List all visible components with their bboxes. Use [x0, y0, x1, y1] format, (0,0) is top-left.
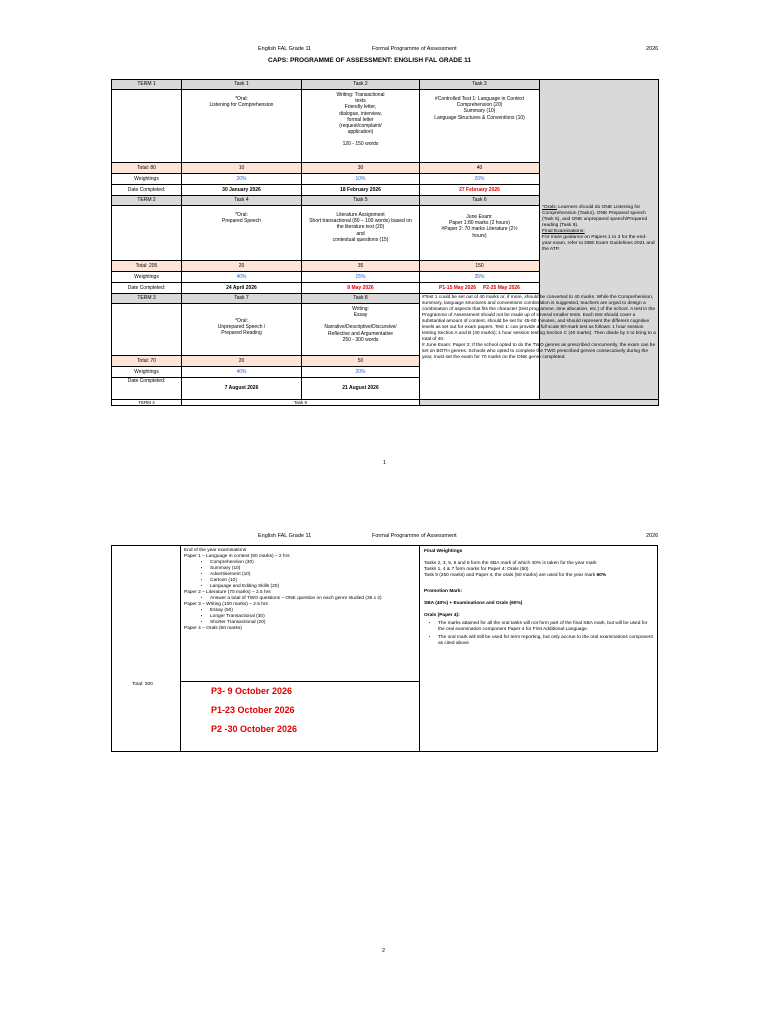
term1-weight-label: Weightings: [112, 174, 182, 185]
task9-head: Task 9: [182, 400, 420, 406]
assessment-table: [111, 79, 659, 406]
task8-head: Task 8: [302, 294, 420, 304]
task5-total: 35: [302, 261, 420, 272]
task1-head: Task 1: [182, 80, 302, 90]
paper4-title: Paper 4 – Orals (50 marks): [184, 626, 242, 631]
page2-total-label: Total: 300: [132, 682, 153, 687]
task6-head: Task 6: [420, 196, 540, 206]
weightings-line2: Tasks 1, 4 & 7 form marks for Paper 4: Orals (50): [424, 567, 529, 572]
final-exams-body: For more guidance on Papers 1 to 3 for the end-year exam, refer to DBE Exam Guidelines 2021 and the ATP.: [542, 235, 655, 252]
task4-total: 20: [182, 261, 302, 272]
weightings-head: Final Weightings: [424, 549, 463, 554]
promotion-value: SBA (40%) + Examinations and Orals (60%): [424, 601, 523, 606]
term4-label: TERM 4: [112, 400, 182, 406]
task5-date: 8 May 2026: [302, 283, 420, 294]
task6-weight: 35%: [420, 272, 540, 283]
task6-total: 150: [420, 261, 540, 272]
paper3-list: • Essay (50) • Longer Transactional (30) • Shorter Transactional (20): [184, 608, 416, 626]
orals-head: Orals (Paper 4):: [424, 613, 460, 618]
exams-title: End of the year examinations: [184, 548, 247, 553]
page1-header-center: Formal Programme of Assessment: [372, 46, 457, 52]
task4-date: 24 April 2026: [182, 283, 302, 294]
task8-total: 50: [302, 356, 420, 367]
paper3-title: Paper 3 – Writing (100 marks) – 2.5 hrs: [184, 602, 268, 607]
task7-weight: 40%: [182, 367, 302, 378]
orals-note: [542, 205, 656, 253]
term2-total-label: Total: 205: [112, 261, 182, 272]
orals-note-body: Learners should do ONE Listening for Comprehension (Task1), ONE Prepared speech (Task 5), and ONE unprepared speech/Prepared reading (Task 9).: [542, 205, 648, 228]
term2-date-label: Date Completed:: [112, 283, 182, 294]
june-note: # June Exam: Paper 2: If the school opted to do the TWO genres as prescribed concurrently, the exam can be set on BOTH genres. Schools who opted to complete the TWO prescribed genres consecutively during the year, must set the exam for 70 marks on the ONE genre completed.: [422, 343, 656, 360]
task2-weight: 10%: [302, 174, 420, 185]
task6-date: P1-15 May 2026 P2-25 May 2026: [420, 283, 540, 294]
task7-desc: *Oral: Unprepared Speech / Prepared Reading: [182, 304, 302, 356]
task7-date: 7 August 2026: [182, 378, 302, 400]
page1-number: 1: [383, 460, 387, 466]
exam-date-p2: P2 -30 October 2026: [211, 724, 298, 734]
page2-header-center: Formal Programme of Assessment: [372, 533, 457, 539]
task8-weight: 20%: [302, 367, 420, 378]
paper2-list: • Answer a total of TWO questions – ONE question on each genre studied (35 x 2): [184, 596, 416, 602]
test-note: #Test 1 could be set out of 40 marks or, if more, should be converted to 40 marks. While the Comprehension, summary, language structures and conventions combination is suggested, teachers are urged to design a combination of aspects that fits the character (test programme, time allocation, etc.) of the school. A test in the Programme of Assessment should not be made up of several smaller tests. Each test should cover a substantial amount of content, should be set for 45-60 minutes, and should represent the different cognitive levels as set out for exam papers. Test 1: can provide a full scale 80-mark test as follows: 1 hour session testing Section A and B (40 marks); 1 hour session testing Section C (40 marks). Then divide by 2 to bring to a total of 40.: [422, 295, 656, 342]
task4-head: Task 4: [182, 196, 302, 206]
task1-total: 10: [182, 163, 302, 174]
orals-list: • The marks attained for all the oral tasks will not form part of the final SBA mark, but will be used for the oral examination component Paper 4 for First Additional Language. • The oral mark will still be used for term reporting, but only accrue to the oral examinations component as cited above: [424, 621, 653, 647]
paper1-title: Paper 1 – Language in context (80 marks) – 2 hrs: [184, 554, 290, 559]
task5-head: Task 5: [302, 196, 420, 206]
page1-title: CAPS: PROGRAMME OF ASSESSMENT: ENGLISH FAL GRADE 11: [268, 57, 471, 64]
exam-date-p1: P1-23 October 2026: [211, 705, 295, 715]
task2-desc: Writing: Transactional texts Friendly letter, dialogue, interview, formal letter (request/complaint/ application) 120 - 150 words: [302, 90, 420, 163]
weightings-cell: [419, 545, 658, 752]
promotion-head: Promotion Mark:: [424, 589, 463, 594]
page2-number: 2: [382, 948, 386, 954]
task5-weight: 15%: [302, 272, 420, 283]
term3-date-label: Date Completed:: [112, 378, 182, 400]
page2-label-cell: [111, 545, 181, 752]
term1-date-label: Date Completed:: [112, 185, 182, 196]
task5-desc: Literature Assignment Short transactional (80 – 100 words) based on the literature text (20) and contextual questions (15): [302, 206, 420, 261]
task3-total: 40: [420, 163, 540, 174]
page2-header-left: English FAL Grade 11: [258, 533, 312, 539]
task2-total: 30: [302, 163, 420, 174]
paper2-title: Paper 2 – Literature (70 marks) – 2.5 hrs: [184, 590, 271, 595]
final-exams-head: Final Examinations:: [542, 229, 585, 234]
page1-header-left: English FAL Grade 11: [258, 46, 312, 52]
task3-weight: 20%: [420, 174, 540, 185]
term3-total-label: Total: 70: [112, 356, 182, 367]
task1-desc: *Oral: Listening for Comprehension: [182, 90, 302, 163]
task8-date: 21 August 2026: [302, 378, 420, 400]
term1-label: TERM 1: [112, 80, 182, 90]
task6-desc: June Exam: Paper 1:80 marks (2 hours) #Paper 2: 70 marks Literature (2½ hours): [420, 206, 540, 261]
term1-total-label: Total: 80: [112, 163, 182, 174]
task3-date: 27 February 2026: [420, 185, 540, 196]
notes-cell: [420, 294, 659, 400]
weightings-line1: Tasks 2, 3, 5, 6 and 8 form the SBA mark of which 40% is taken for the year mark: [424, 561, 597, 566]
task2-head: Task 2: [302, 80, 420, 90]
task4-desc: *Oral: Prepared Speech: [182, 206, 302, 261]
term2-weight-label: Weightings: [112, 272, 182, 283]
task3-desc: #Controlled Test 1: Language in Context Comprehension (20) Summary (10) Language Structures & Conventions (10): [420, 90, 540, 163]
page1-header-right: 2026: [646, 46, 659, 52]
weightings-line3: Task 9 (250 marks) and Paper 4, the orals (50 marks) are used for the year mark 60%: [424, 573, 607, 578]
task8-desc: Writing: Essay Narrative/Descriptive/Discursive/ Reflective and Argumentative 250 - 300 words: [302, 304, 420, 356]
term3-weight-label: Weightings: [112, 367, 182, 378]
task2-date: 18 February 2026: [302, 185, 420, 196]
page2-header-right: 2026: [646, 533, 659, 539]
exams-cell: [180, 545, 420, 682]
term2-label: TERM 2: [112, 196, 182, 206]
task3-head: Task 3: [420, 80, 540, 90]
paper1-list: • Comprehension (30) • Summary (10) • Advertisement (10) • Cartoon (10) • Language and Editing Skills (20): [184, 560, 416, 590]
orals-note-head: *Orals:: [542, 205, 557, 210]
task1-weight: 20%: [182, 174, 302, 185]
exam-dates-cell: [180, 681, 420, 752]
term3-label: TERM 3: [112, 294, 182, 304]
task4-weight: 40%: [182, 272, 302, 283]
task7-head: Task 7: [182, 294, 302, 304]
exam-date-p3: P3- 9 October 2026: [211, 686, 293, 696]
task7-total: 20: [182, 356, 302, 367]
task1-date: 30 January 2026: [182, 185, 302, 196]
